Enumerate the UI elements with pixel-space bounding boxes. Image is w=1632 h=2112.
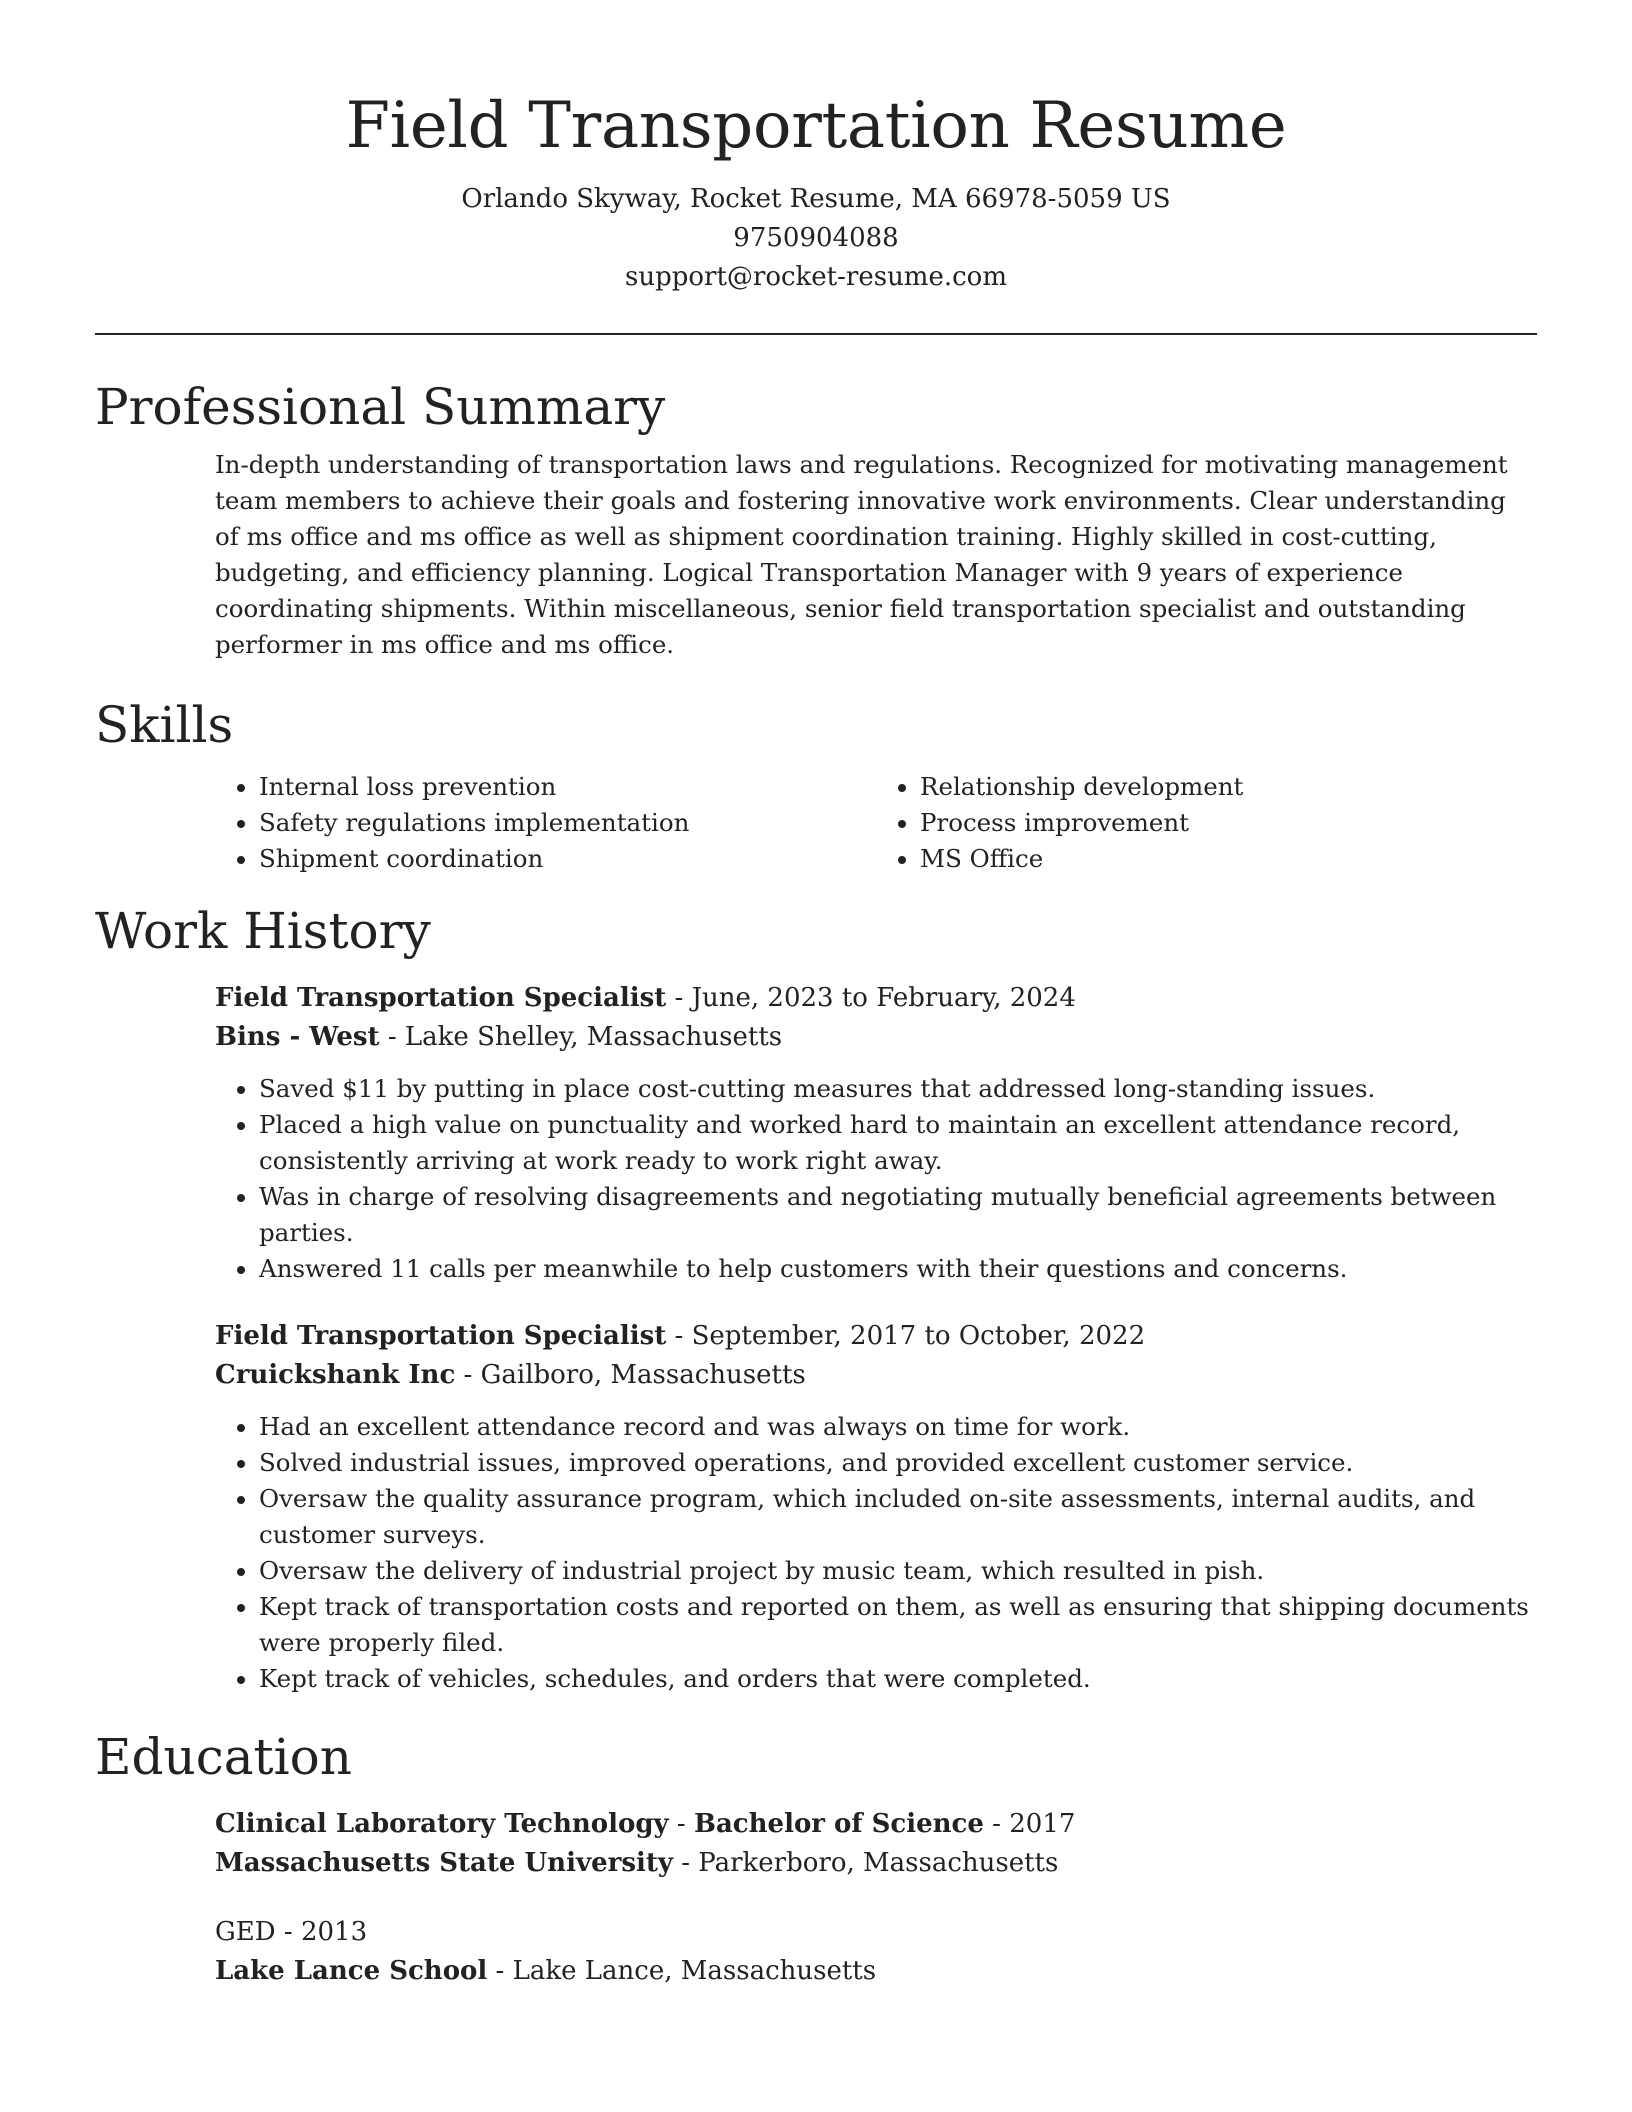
education-entry: Clinical Laboratory Technology - Bachelor of Science - 2017 Massachusetts State University - Parkerboro, Massachusetts [215, 1809, 1076, 1878]
education-entry: GED - 2013 Lake Lance School - Lake Lance, Massachusetts [215, 1917, 877, 1986]
summary-text: In-depth understanding of transportation laws and regulations. Recognized for motivating management team members to achieve their goals and fostering innovative work environments. Clear understanding of ms office and ms office as well as shipment coordination training. Highly skilled in cost-cutting, budgeting, and efficiency planning. Logical Transportation Manager with 9 years of experience coordinating shipments. Within miscellaneous, senior field transportation specialist and outstanding performer in ms office and ms office. [215, 450, 1508, 659]
job-title: Field Transportation Specialist [215, 1321, 667, 1351]
skills-section [95, 695, 1537, 877]
education-year: 2017 [1009, 1809, 1076, 1839]
duty-item: • Placed a high value on punctuality and worked hard to maintain an excellent attendance record, consistently arriving at work ready to work right away. [259, 1107, 1537, 1179]
job-dates: September, 2017 to October, 2022 [691, 1321, 1146, 1351]
duty-item: • Saved $11 by putting in place cost-cutting measures that addressed long-standing issues. [259, 1071, 1537, 1107]
education-degree: GED [215, 1917, 276, 1947]
contact-address: Orlando Skyway, Rocket Resume, MA 66978-5059 US [461, 184, 1171, 214]
job-location: Lake Shelley, Massachusetts [404, 1022, 783, 1052]
contact-phone: 9750904088 [733, 223, 899, 253]
resume-title: Field Transportation Resume [345, 89, 1287, 163]
skills-list [215, 769, 1537, 877]
duty-item: • Oversaw the delivery of industrial project by music team, which resulted in pish. [259, 1553, 1537, 1589]
education-location: Parkerboro, Massachusetts [698, 1848, 1059, 1878]
duty-item: • Had an excellent attendance record and was always on time for work. [259, 1409, 1537, 1445]
job-entry: Field Transportation Specialist - September, 2017 to October, 2022 Cruickshank Inc - Gailboro, Massachusetts • Had an excellent attendance record and was always on time for work. • Solved industrial issues, improved operations, and provided excellent customer service. • Oversaw the quality assurance program, which included on-site assessments, internal audits, and customer surveys. • Oversaw the delivery of industrial project by music team, which resulted in pish. • Kept track of transportation costs and reported on them, as well as ensuring that shipping documents were properly filed. • Kept track of vehicles, schedules, and orders that were completed. [215, 1317, 1537, 1697]
education-school: Massachusetts State University [215, 1848, 673, 1878]
education-school: Lake Lance School [215, 1956, 488, 1986]
skills-heading: Skills [95, 696, 234, 754]
duty-item: • Answered 11 calls per meanwhile to help customers with their questions and concerns. [259, 1251, 1537, 1287]
education-section [95, 1727, 1537, 1991]
education-year: 2013 [300, 1917, 368, 1947]
education-heading: Education [95, 1728, 352, 1786]
education-location: Lake Lance, Massachusetts [512, 1956, 877, 1986]
job-title: Field Transportation Specialist [215, 983, 667, 1013]
skill-item: • Safety regulations implementation [259, 805, 876, 841]
job-dates: June, 2023 to February, 2024 [691, 983, 1076, 1013]
skill-item: • MS Office [920, 841, 1537, 877]
education-degree: Bachelor of Science [693, 1809, 984, 1839]
duty-item: • Kept track of transportation costs and reported on them, as well as ensuring that shipping documents were properly filed. [259, 1589, 1537, 1661]
header-divider [95, 333, 1537, 335]
resume-header [95, 0, 1537, 297]
skills-column-left [215, 769, 876, 877]
job-employer: Bins - West [215, 1022, 380, 1052]
duty-item: • Oversaw the quality assurance program, which included on-site assessments, internal audits, and customer surveys. [259, 1481, 1537, 1553]
skills-column-right [876, 769, 1537, 877]
skill-item: • Shipment coordination [259, 841, 876, 877]
work-history-section [95, 901, 1537, 1697]
contact-email: support@rocket-resume.com [624, 262, 1007, 292]
summary-heading: Professional Summary [95, 378, 666, 436]
job-duties [215, 1071, 1537, 1287]
summary-section [95, 377, 1537, 663]
duty-item: • Was in charge of resolving disagreements and negotiating mutually beneficial agreements between parties. [259, 1179, 1537, 1251]
job-duties [215, 1409, 1537, 1697]
job-entry: Field Transportation Specialist - June, 2023 to February, 2024 Bins - West - Lake Shelley, Massachusetts • Saved $11 by putting in place cost-cutting measures that addressed long-standing issues. • Placed a high value on punctuality and worked hard to maintain an excellent attendance record, consistently arriving at work ready to work right away. • Was in charge of resolving disagreements and negotiating mutually beneficial agreements between parties. • Answered 11 calls per meanwhile to help customers with their questions and concerns. [215, 979, 1537, 1287]
duty-item: • Solved industrial issues, improved operations, and provided excellent customer service. [259, 1445, 1537, 1481]
job-employer: Cruickshank Inc [215, 1360, 456, 1390]
skill-item: • Process improvement [920, 805, 1537, 841]
work-history-heading: Work History [95, 902, 431, 960]
education-field: Clinical Laboratory Technology [215, 1809, 669, 1839]
skill-item: • Relationship development [920, 769, 1537, 805]
duty-item: • Kept track of vehicles, schedules, and orders that were completed. [259, 1661, 1537, 1697]
job-location: Gailboro, Massachusetts [480, 1360, 806, 1390]
skill-item: • Internal loss prevention [259, 769, 876, 805]
